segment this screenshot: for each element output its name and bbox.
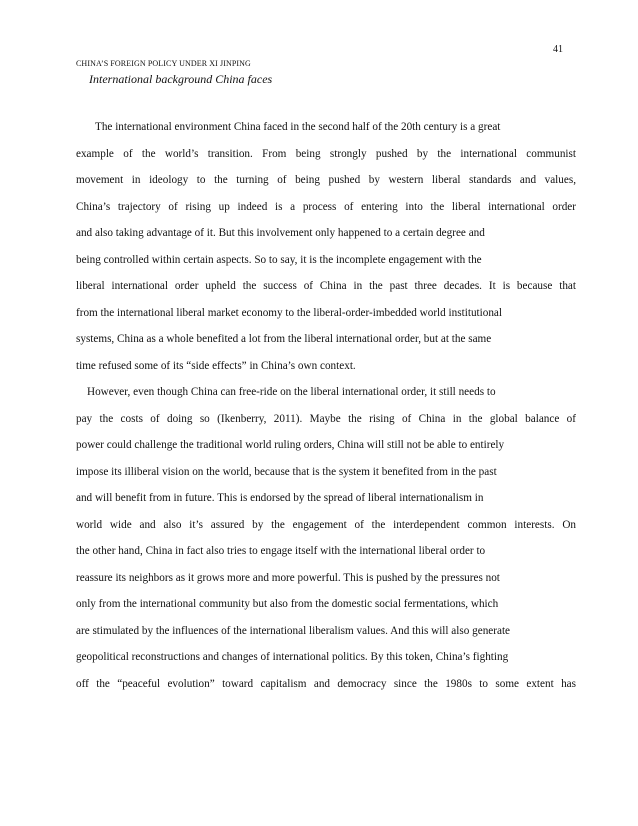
text-line: and also taking advantage of it. But this involvement only happened to a certain degree and [76,227,485,239]
running-head: CHINA’S FOREIGN POLICY UNDER XI JINPING [76,59,251,68]
text-line: geopolitical reconstructions and changes of international politics. By this token, China’s fighting [76,651,509,663]
text-line: only from the international community but also from the domestic social fermentations, which [76,598,499,610]
text-line: China’s trajectory of rising up indeed is a process of entering into the liberal international order [76,200,576,213]
text-line: world wide and also it’s assured by the engagement of the interdependent common interests. On [76,518,576,531]
text-line: and will benefit from in future. This is endorsed by the spread of liberal internationalism in [76,492,484,504]
text-line: power could challenge the traditional world ruling orders, China will still not be able to entirely [76,439,505,451]
text-line: from the international liberal market economy to the liberal-order-imbedded world institutional [76,306,503,319]
text-line: off the “peaceful evolution” toward capitalism and democracy since the 1980s to some extent has [76,677,576,690]
text-line: example of the world’s transition. From being strongly pushed by the international communist [76,147,576,160]
section-heading: International background China faces [89,72,273,86]
page-number: 41 [553,44,563,55]
text-line: systems, China as a whole benefited a lot from the liberal international order, but at the same [76,333,492,345]
text-line: being controlled within certain aspects. So to say, it is the incomplete engagement with the [76,253,482,266]
text-line: The international environment China faced in the second half of the 20th century is a great [95,121,501,133]
text-line: pay the costs of doing so (Ikenberry, 2011). Maybe the rising of China in the global balance of [76,412,576,425]
text-line: time refused some of its “side effects” in China’s own context. [76,359,356,372]
text-line: the other hand, China in fact also tries to engage itself with the international liberal order to [76,545,486,557]
text-line: movement in ideology to the turning of being pushed by western liberal standards and values, [76,174,576,186]
text-line: impose its illiberal vision on the world, because that is the system it benefited from in the past [76,465,497,478]
body-text [76,114,576,697]
text-line: are stimulated by the influences of the international liberalism values. And this will also generate [76,624,511,637]
text-line: liberal international order upheld the success of China in the past three decades. It is because that [76,280,576,292]
text-line: However, even though China can free-ride on the liberal international order, it still needs to [87,386,496,398]
text-line: reassure its neighbors as it grows more and more powerful. This is pushed by the pressures not [76,571,500,584]
